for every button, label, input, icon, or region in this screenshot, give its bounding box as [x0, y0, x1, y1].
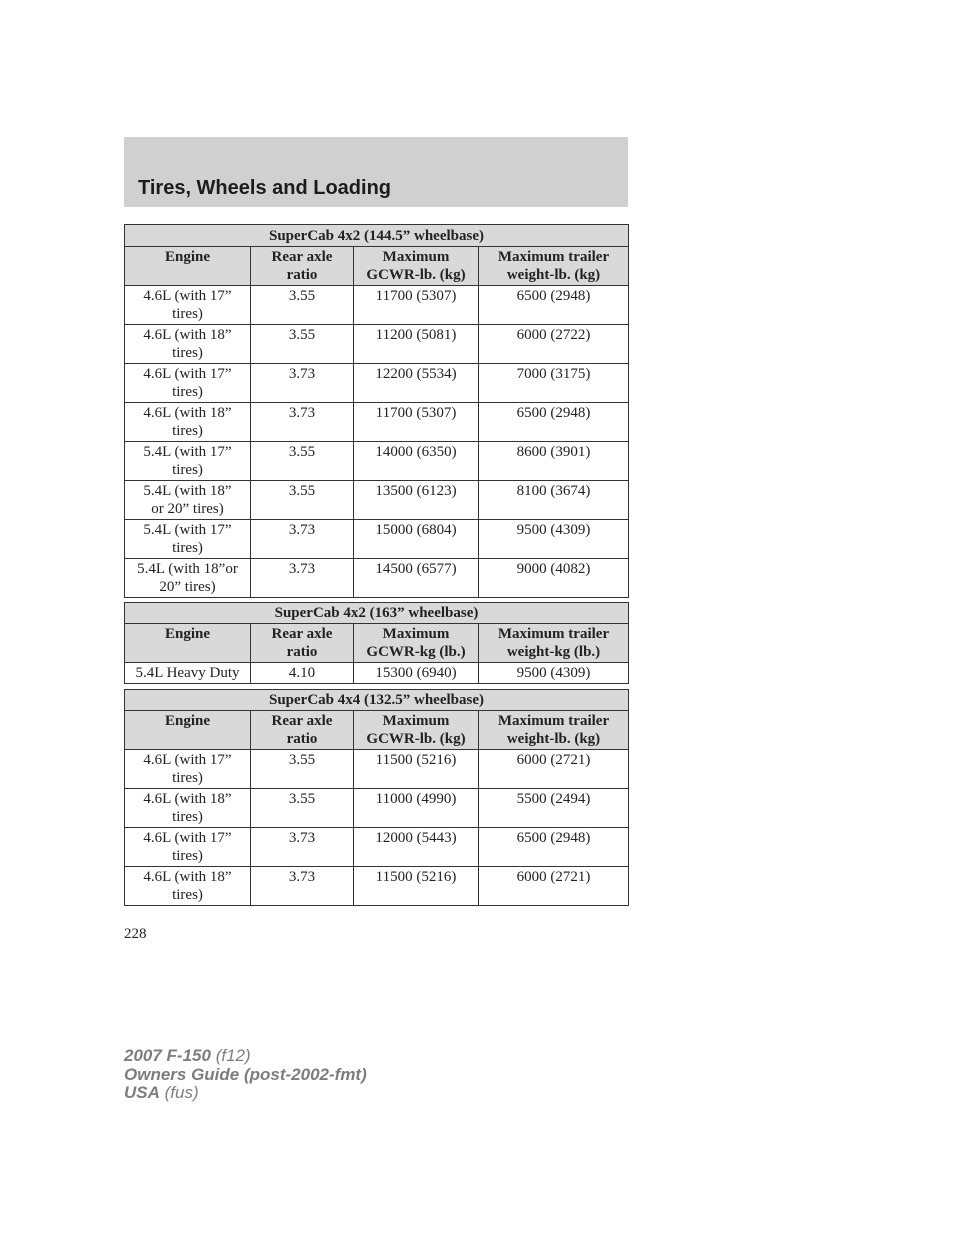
table-header-row — [125, 624, 629, 663]
cell-axle-ratio: 3.73 — [251, 520, 354, 559]
cell-axle-ratio: 3.73 — [251, 559, 354, 598]
header-rear-axle-ratio: Rear axle ratio — [251, 624, 354, 663]
header-max-gcwr: Maximum GCWR-lb. (kg) — [354, 711, 479, 750]
section-header-band — [124, 137, 628, 207]
header-engine: Engine — [125, 624, 251, 663]
table-row — [125, 789, 629, 828]
table-title: SuperCab 4x2 (163” wheelbase) — [125, 603, 629, 624]
cell-axle-ratio: 3.73 — [251, 867, 354, 906]
cell-gcwr: 14500 (6577) — [354, 559, 479, 598]
cell-engine: 4.6L (with 18” tires) — [125, 325, 251, 364]
cell-gcwr: 15000 (6804) — [354, 520, 479, 559]
header-rear-axle-ratio: Rear axle ratio — [251, 247, 354, 286]
towing-table-supercab-4x4-132 — [124, 689, 629, 906]
table-row — [125, 750, 629, 789]
footer-guide-line — [124, 1066, 367, 1085]
cell-axle-ratio: 3.73 — [251, 828, 354, 867]
header-engine: Engine — [125, 247, 251, 286]
table-row — [125, 403, 629, 442]
table-row — [125, 520, 629, 559]
cell-trailer-weight: 7000 (3175) — [479, 364, 629, 403]
page-number: 228 — [124, 926, 147, 942]
cell-engine: 4.6L (with 18” tires) — [125, 789, 251, 828]
footer-region: USA — [124, 1083, 160, 1102]
document-footer — [124, 1047, 367, 1103]
cell-engine: 4.6L (with 18” tires) — [125, 867, 251, 906]
header-max-trailer-weight: Maximum trailer weight-lb. (kg) — [479, 247, 629, 286]
footer-model: 2007 F-150 — [124, 1046, 211, 1065]
cell-engine: 4.6L (with 17” tires) — [125, 750, 251, 789]
cell-gcwr: 12200 (5534) — [354, 364, 479, 403]
cell-trailer-weight: 8100 (3674) — [479, 481, 629, 520]
cell-gcwr: 12000 (5443) — [354, 828, 479, 867]
cell-trailer-weight: 6000 (2721) — [479, 750, 629, 789]
table-row — [125, 828, 629, 867]
header-max-trailer-weight: Maximum trailer weight-lb. (kg) — [479, 711, 629, 750]
cell-trailer-weight: 8600 (3901) — [479, 442, 629, 481]
cell-engine: 4.6L (with 17” tires) — [125, 286, 251, 325]
cell-trailer-weight: 9500 (4309) — [479, 663, 629, 684]
cell-trailer-weight: 9000 (4082) — [479, 559, 629, 598]
table-row — [125, 442, 629, 481]
cell-gcwr: 11700 (5307) — [354, 286, 479, 325]
cell-axle-ratio: 3.55 — [251, 481, 354, 520]
table-row — [125, 867, 629, 906]
footer-guide: Owners Guide (post-2002-fmt) — [124, 1064, 367, 1084]
footer-model-line — [124, 1047, 367, 1066]
cell-gcwr: 11500 (5216) — [354, 867, 479, 906]
cell-axle-ratio: 3.55 — [251, 789, 354, 828]
table-row — [125, 663, 629, 684]
cell-engine: 4.6L (with 17” tires) — [125, 364, 251, 403]
table-title: SuperCab 4x4 (132.5” wheelbase) — [125, 690, 629, 711]
table-row — [125, 286, 629, 325]
cell-axle-ratio: 3.73 — [251, 403, 354, 442]
cell-engine: 4.6L (with 17” tires) — [125, 828, 251, 867]
cell-trailer-weight: 6500 (2948) — [479, 828, 629, 867]
cell-trailer-weight: 6500 (2948) — [479, 286, 629, 325]
header-max-gcwr: Maximum GCWR-lb. (kg) — [354, 247, 479, 286]
cell-engine: 5.4L Heavy Duty — [125, 663, 251, 684]
section-title: Tires, Wheels and Loading — [138, 177, 392, 199]
cell-trailer-weight: 9500 (4309) — [479, 520, 629, 559]
cell-gcwr: 11500 (5216) — [354, 750, 479, 789]
cell-gcwr: 15300 (6940) — [354, 663, 479, 684]
cell-gcwr: 14000 (6350) — [354, 442, 479, 481]
cell-gcwr: 11700 (5307) — [354, 403, 479, 442]
header-max-trailer-weight: Maximum trailer weight-kg (lb.) — [479, 624, 629, 663]
cell-axle-ratio: 3.55 — [251, 750, 354, 789]
table-row — [125, 481, 629, 520]
table-row — [125, 559, 629, 598]
cell-axle-ratio: 3.55 — [251, 325, 354, 364]
cell-axle-ratio: 3.55 — [251, 442, 354, 481]
cell-trailer-weight: 6500 (2948) — [479, 403, 629, 442]
footer-model-code: (f12) — [215, 1046, 251, 1065]
cell-gcwr: 11000 (4990) — [354, 789, 479, 828]
table-title-row — [125, 603, 629, 624]
table-title-row — [125, 225, 629, 247]
cell-engine: 5.4L (with 17” tires) — [125, 520, 251, 559]
footer-region-line — [124, 1084, 367, 1103]
cell-engine: 4.6L (with 18” tires) — [125, 403, 251, 442]
cell-engine: 5.4L (with 18”or 20” tires) — [125, 559, 251, 598]
cell-trailer-weight: 6000 (2722) — [479, 325, 629, 364]
towing-table-supercab-4x2-163 — [124, 602, 629, 684]
cell-engine: 5.4L (with 17” tires) — [125, 442, 251, 481]
header-engine: Engine — [125, 711, 251, 750]
footer-region-code: (fus) — [164, 1083, 199, 1102]
table-title-row — [125, 690, 629, 711]
cell-engine: 5.4L (with 18” or 20” tires) — [125, 481, 251, 520]
towing-table-supercab-4x2-144 — [124, 224, 629, 598]
cell-axle-ratio: 3.73 — [251, 364, 354, 403]
table-header-row — [125, 711, 629, 750]
cell-axle-ratio: 3.55 — [251, 286, 354, 325]
header-rear-axle-ratio: Rear axle ratio — [251, 711, 354, 750]
cell-trailer-weight: 6000 (2721) — [479, 867, 629, 906]
cell-trailer-weight: 5500 (2494) — [479, 789, 629, 828]
table-row — [125, 325, 629, 364]
cell-gcwr: 13500 (6123) — [354, 481, 479, 520]
header-max-gcwr: Maximum GCWR-kg (lb.) — [354, 624, 479, 663]
table-header-row — [125, 247, 629, 286]
table-title: SuperCab 4x2 (144.5” wheelbase) — [125, 225, 629, 247]
cell-gcwr: 11200 (5081) — [354, 325, 479, 364]
table-row — [125, 364, 629, 403]
cell-axle-ratio: 4.10 — [251, 663, 354, 684]
